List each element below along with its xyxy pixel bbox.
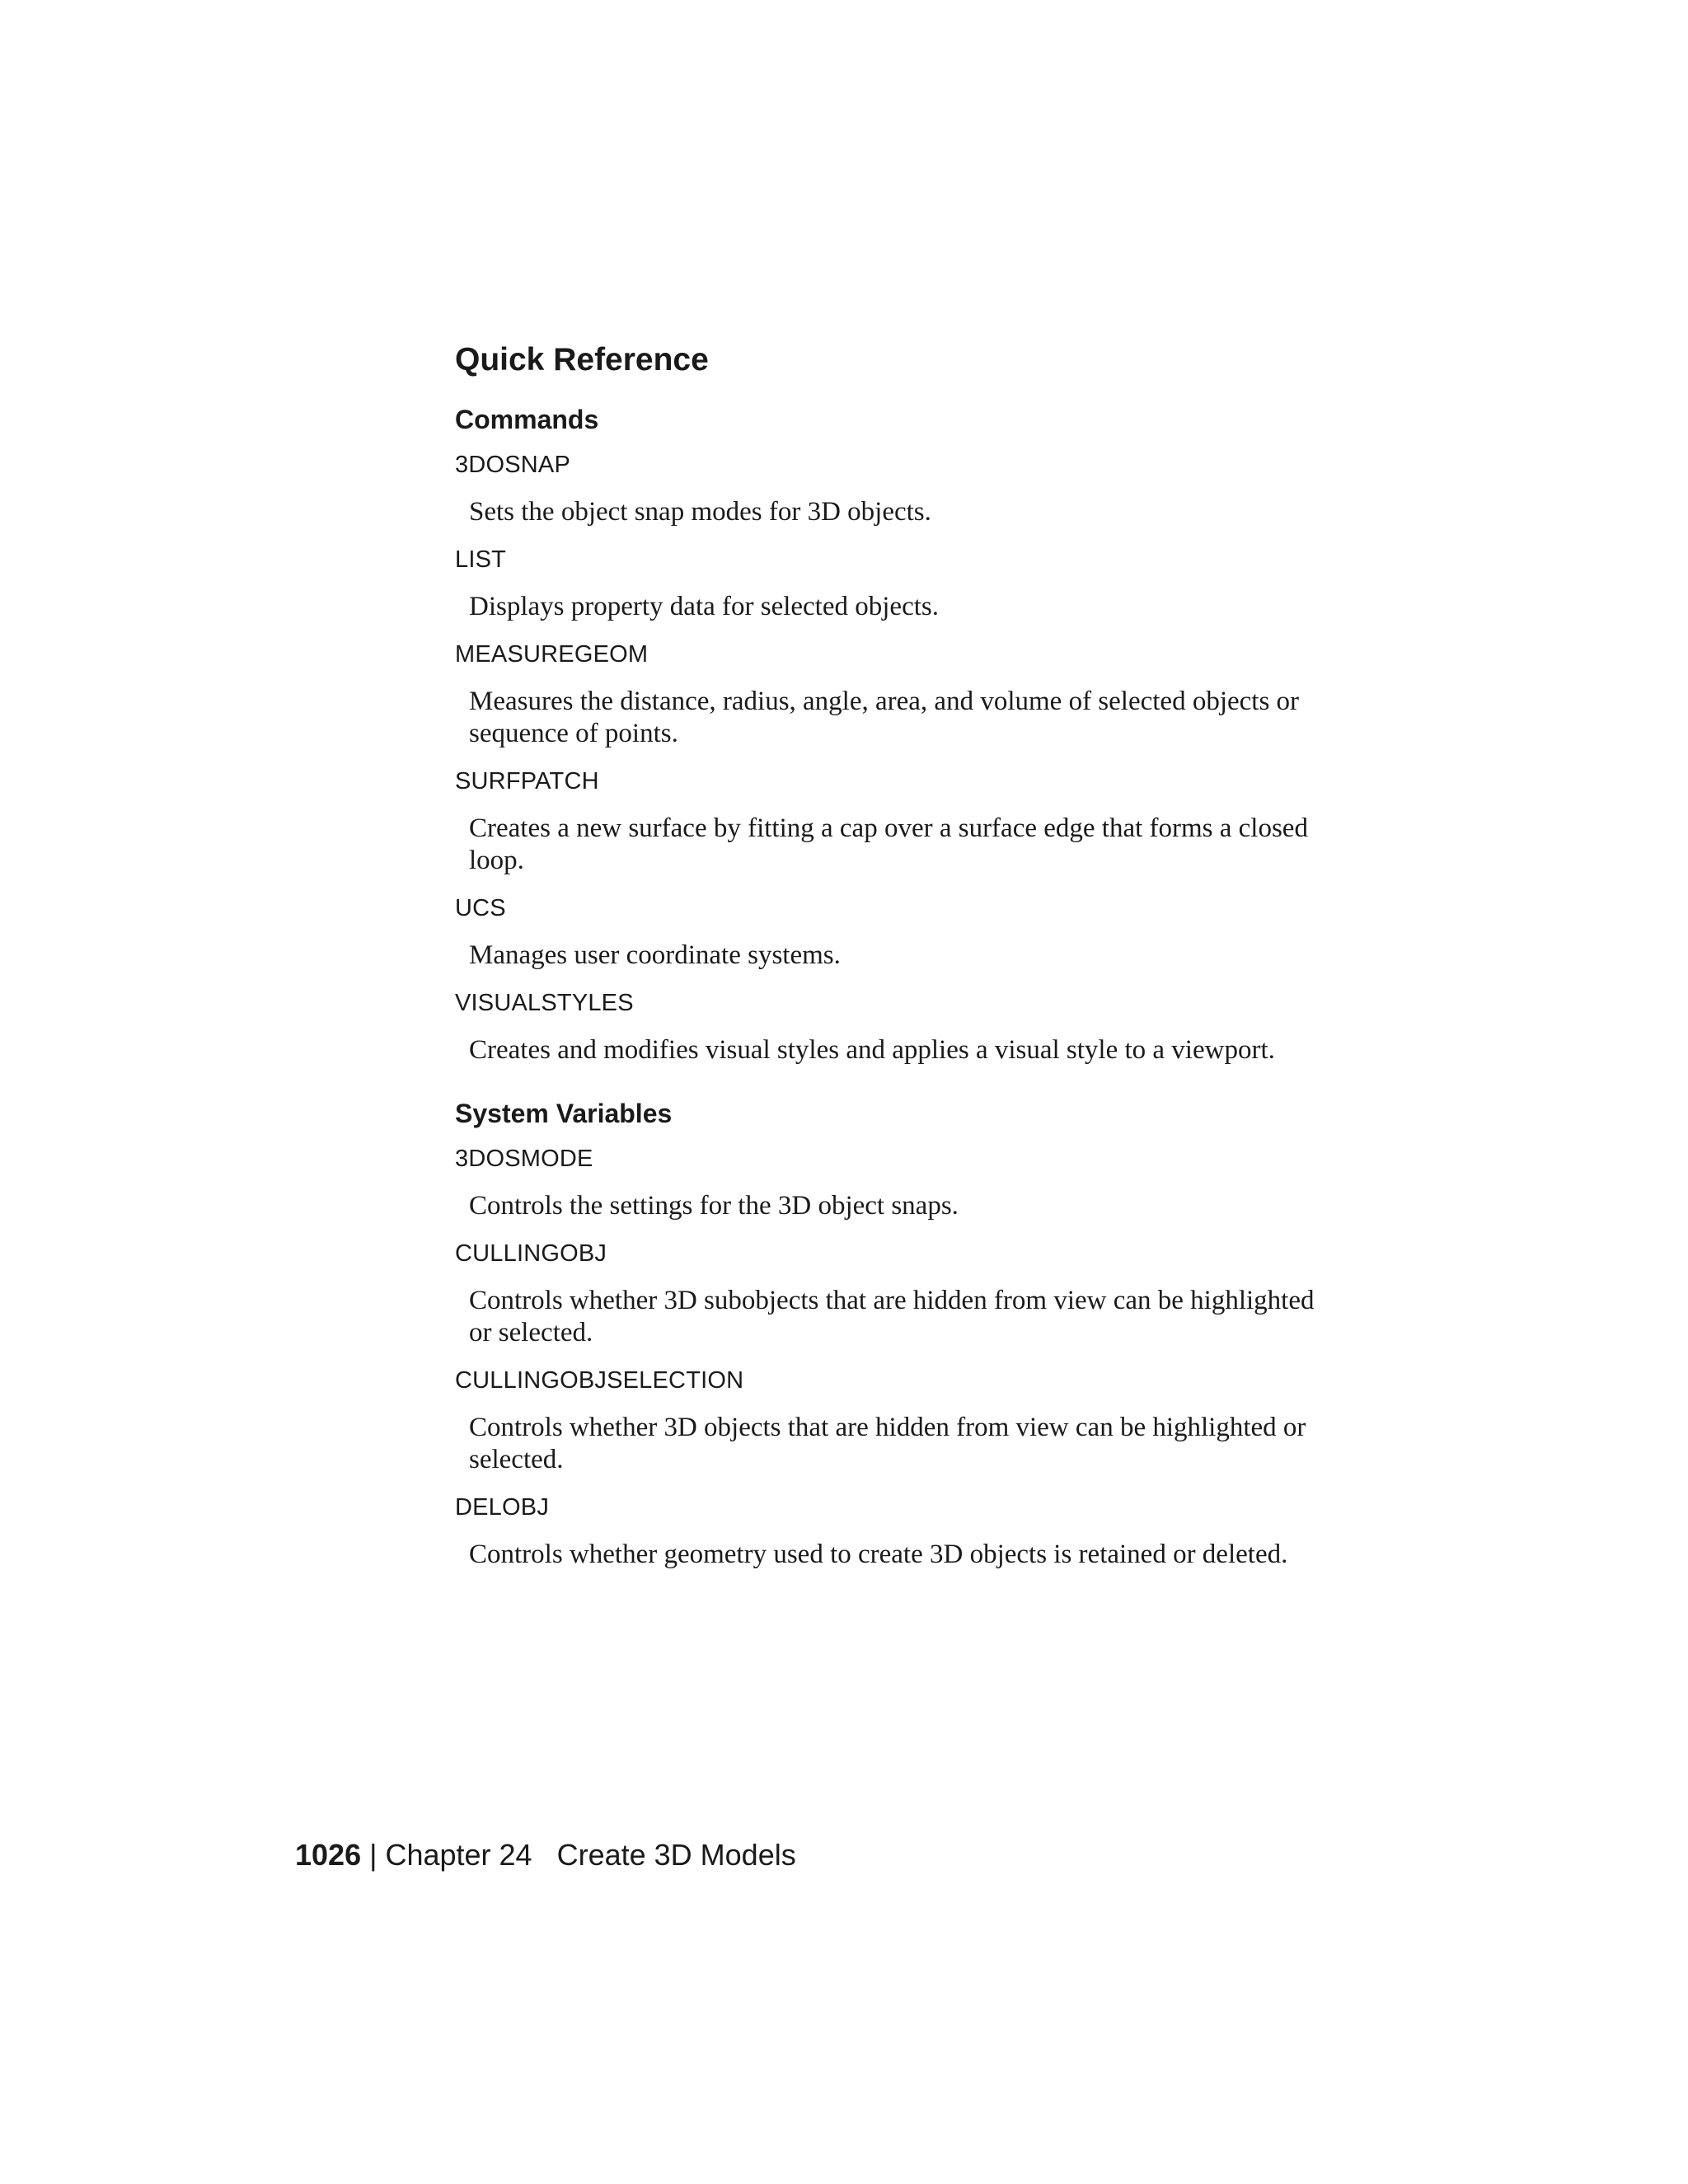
command-description: Creates and modifies visual styles and applies a visual style to a viewport. (469, 1035, 1275, 1065)
sysvar-description: Controls the settings for the 3D object snaps. (469, 1191, 959, 1221)
sysvar-entry (455, 1364, 1353, 1476)
command-entry (455, 448, 1353, 528)
command-entry (455, 543, 1353, 623)
chapter-label: Chapter 24 (385, 1838, 532, 1872)
page-content (455, 340, 1353, 1586)
page-footer (295, 1836, 796, 1874)
command-description: Measures the distance, radius, angle, area, and volume of selected objects or sequence of points. (469, 687, 1300, 748)
chapter-title: Create 3D Models (556, 1838, 796, 1872)
sysvar-name: DELOBJ (455, 1494, 550, 1521)
sysvar-entry (455, 1237, 1353, 1349)
sysvar-name: CULLINGOBJSELECTION (455, 1367, 744, 1394)
sysvar-name: 3DOSMODE (455, 1146, 593, 1172)
command-name: UCS (455, 895, 506, 921)
command-description: Displays property data for selected objects. (469, 592, 939, 621)
command-name: SURFPATCH (455, 768, 599, 794)
page-title: Quick Reference (455, 342, 709, 377)
sysvar-description: Controls whether geometry used to create 3D objects is retained or deleted. (469, 1540, 1288, 1569)
page-number: 1026 (295, 1838, 362, 1872)
sysvar-description: Controls whether 3D subobjects that are hidden from view can be highlighted or selected. (469, 1286, 1315, 1347)
sysvar-entry (455, 1142, 1353, 1222)
system-variables-heading: System Variables (455, 1099, 673, 1128)
sysvar-description: Controls whether 3D objects that are hidden from view can be highlighted or selected. (469, 1413, 1306, 1474)
commands-heading: Commands (455, 405, 599, 434)
command-description: Manages user coordinate systems. (469, 940, 841, 970)
command-name: VISUALSTYLES (455, 990, 634, 1016)
sysvar-name: CULLINGOBJ (455, 1240, 607, 1267)
command-entry (455, 892, 1353, 972)
footer-spacer (532, 1838, 557, 1872)
sysvar-entry (455, 1491, 1353, 1571)
command-name: 3DOSNAP (455, 452, 570, 478)
footer-separator: | (361, 1838, 386, 1872)
command-entry (455, 987, 1353, 1066)
command-description: Sets the object snap modes for 3D objects. (469, 497, 931, 527)
command-entry (455, 638, 1353, 750)
command-entry (455, 765, 1353, 877)
command-name: LIST (455, 546, 507, 573)
command-description: Creates a new surface by fitting a cap over a surface edge that forms a closed loop. (469, 813, 1308, 875)
command-name: MEASUREGEOM (455, 641, 649, 668)
